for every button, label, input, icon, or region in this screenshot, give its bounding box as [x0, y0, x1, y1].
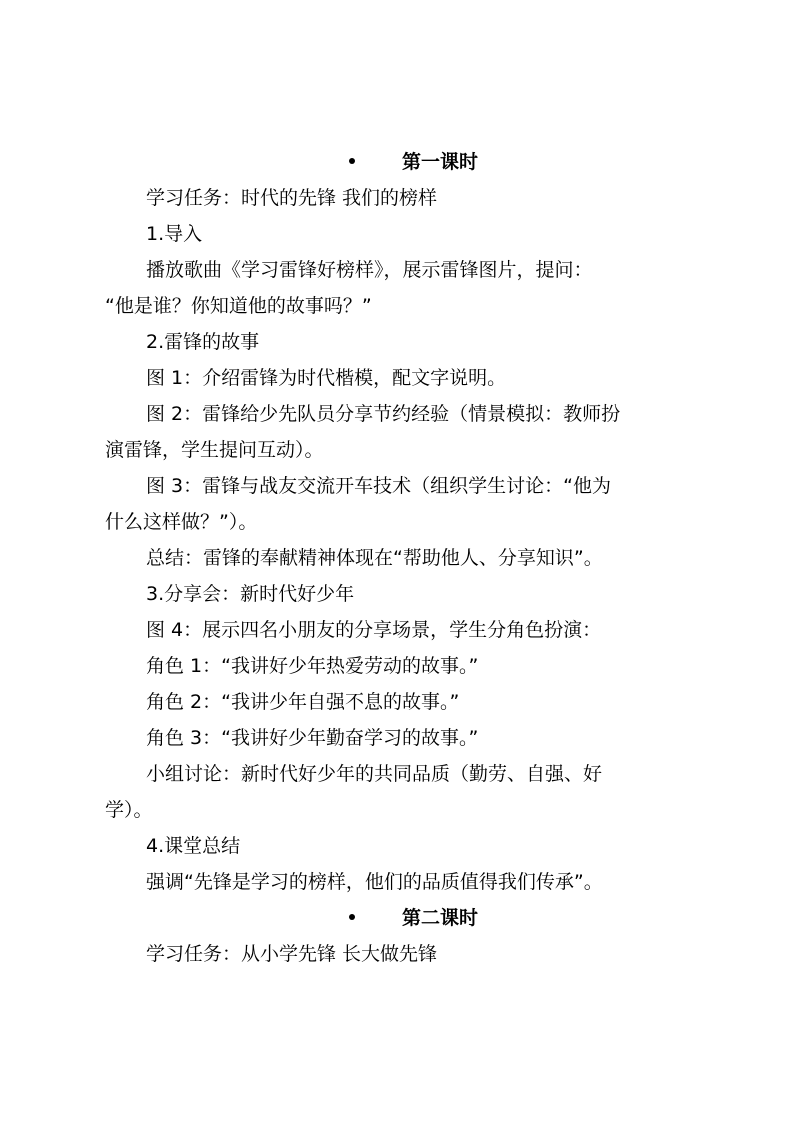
- paragraph-line: 演雷锋，学生提问互动）。: [105, 439, 324, 461]
- paragraph-line: 图 1：介绍雷锋为时代楷模，配文字说明。: [146, 367, 507, 389]
- paragraph-line: 角色 2：“我讲少年自强不息的故事。”: [146, 691, 460, 713]
- section-heading-2: [0, 906, 794, 936]
- paragraph-line: 什么这样做？”）。: [105, 511, 258, 533]
- paragraph-line: 图 2：雷锋给少先队员分享节约经验（情景模拟：教师扮: [146, 403, 621, 425]
- paragraph-line: “他是谁？你知道他的故事吗？”: [105, 295, 372, 317]
- paragraph-line: 总结：雷锋的奉献精神体现在“帮助他人、分享知识”。: [146, 547, 603, 569]
- learning-task: 学习任务：从小学先锋 长大做先锋: [146, 943, 438, 965]
- paragraph-line: 学）。: [105, 799, 153, 821]
- paragraph-line: 播放歌曲《学习雷锋好榜样》，展示雷锋图片，提问：: [146, 259, 593, 281]
- subsection-title: 3.分享会：新时代好少年: [146, 583, 355, 605]
- subsection-title: 4.课堂总结: [146, 835, 241, 857]
- paragraph-line: 角色 1：“我讲好少年热爱劳动的故事。”: [146, 655, 479, 677]
- paragraph-line: 图 3：雷锋与战友交流开车技术（组织学生讨论：“他为: [146, 475, 611, 497]
- bullet-icon: [349, 158, 355, 164]
- heading-text: 第一课时: [402, 151, 479, 173]
- paragraph-line: 强调“先锋是学习的榜样，他们的品质值得我们传承”。: [146, 871, 603, 893]
- paragraph-line: 角色 3：“我讲好少年勤奋学习的故事。”: [146, 727, 479, 749]
- paragraph-line: 小组讨论：新时代好少年的共同品质（勤劳、自强、好: [146, 763, 603, 785]
- paragraph-line: 图 4：展示四名小朋友的分享场景，学生分角色扮演：: [146, 619, 602, 641]
- bullet-icon: [349, 914, 355, 920]
- subsection-title: 2.雷锋的故事: [146, 331, 260, 353]
- learning-task: 学习任务：时代的先锋 我们的榜样: [146, 187, 438, 209]
- subsection-title: 1.导入: [146, 223, 203, 245]
- heading-text: 第二课时: [402, 907, 479, 929]
- section-heading-1: [0, 150, 794, 180]
